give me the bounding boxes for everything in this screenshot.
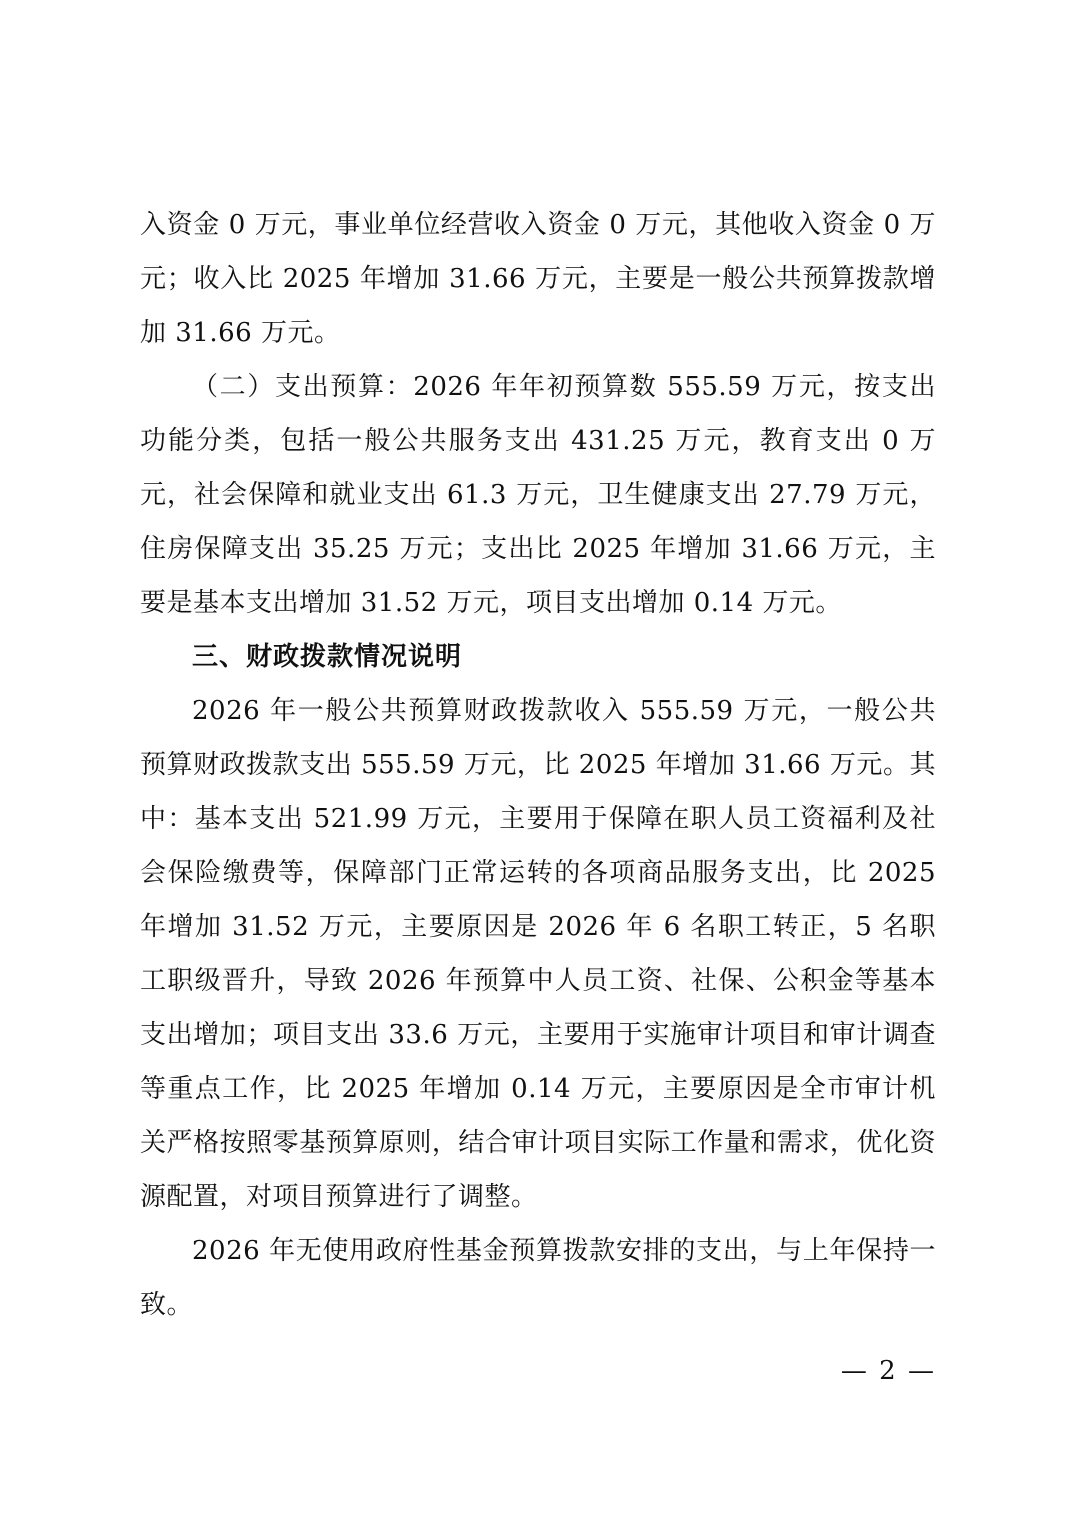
document-body	[140, 198, 936, 1332]
section-heading-fiscal-appropriation: 三、财政拨款情况说明	[192, 642, 463, 672]
paragraph-fiscal-appropriation: 2026 年一般公共预算财政拨款收入 555.59 万元，一般公共预算财政拨款支出 555.59 万元，比 2025 年增加 31.66 万元。其中：基本支出 521.99 万元，主要用于保障在职人员工资福利及社会保险缴费等，保障部门正常运转的各项商品服务支出，比 2025 年增加 31.52 万元，主要原因是 2026 年 6 名职工转正，5 名职工职级晋升，导致 2026 年预算中人员工资、社保、公积金等基本支出增加；项目支出 33.6 万元，主要用于实施审计项目和审计调查等重点工作，比 2025 年增加 0.14 万元，主要原因是全市审计机关严格按照零基预算原则，结合审计项目实际工作量和需求，优化资源配置，对项目预算进行了调整。	[140, 696, 936, 1212]
expenditure-budget-text: 2026 年年初预算数 555.59 万元，按支出功能分类，包括一般公共服务支出 431.25 万元，教育支出 0 万元，社会保障和就业支出 61.3 万元，卫生健康支出 27.79 万元，住房保障支出 35.25 万元；支出比 2025 年增加 31.66 万元，主要是基本支出增加 31.52 万元，项目支出增加 0.14 万元。	[140, 372, 936, 618]
paragraph-government-fund: 2026 年无使用政府性基金预算拨款安排的支出，与上年保持一致。	[140, 1236, 936, 1320]
paragraph-expenditure-budget	[140, 360, 936, 630]
paragraph-income-continued: 入资金 0 万元，事业单位经营收入资金 0 万元，其他收入资金 0 万元；收入比 2025 年增加 31.66 万元，主要是一般公共预算拨款增加 31.66 万元。	[140, 210, 936, 348]
expenditure-budget-label: （二）支出预算：	[192, 372, 414, 402]
page-number: — 2 —	[840, 1356, 936, 1386]
